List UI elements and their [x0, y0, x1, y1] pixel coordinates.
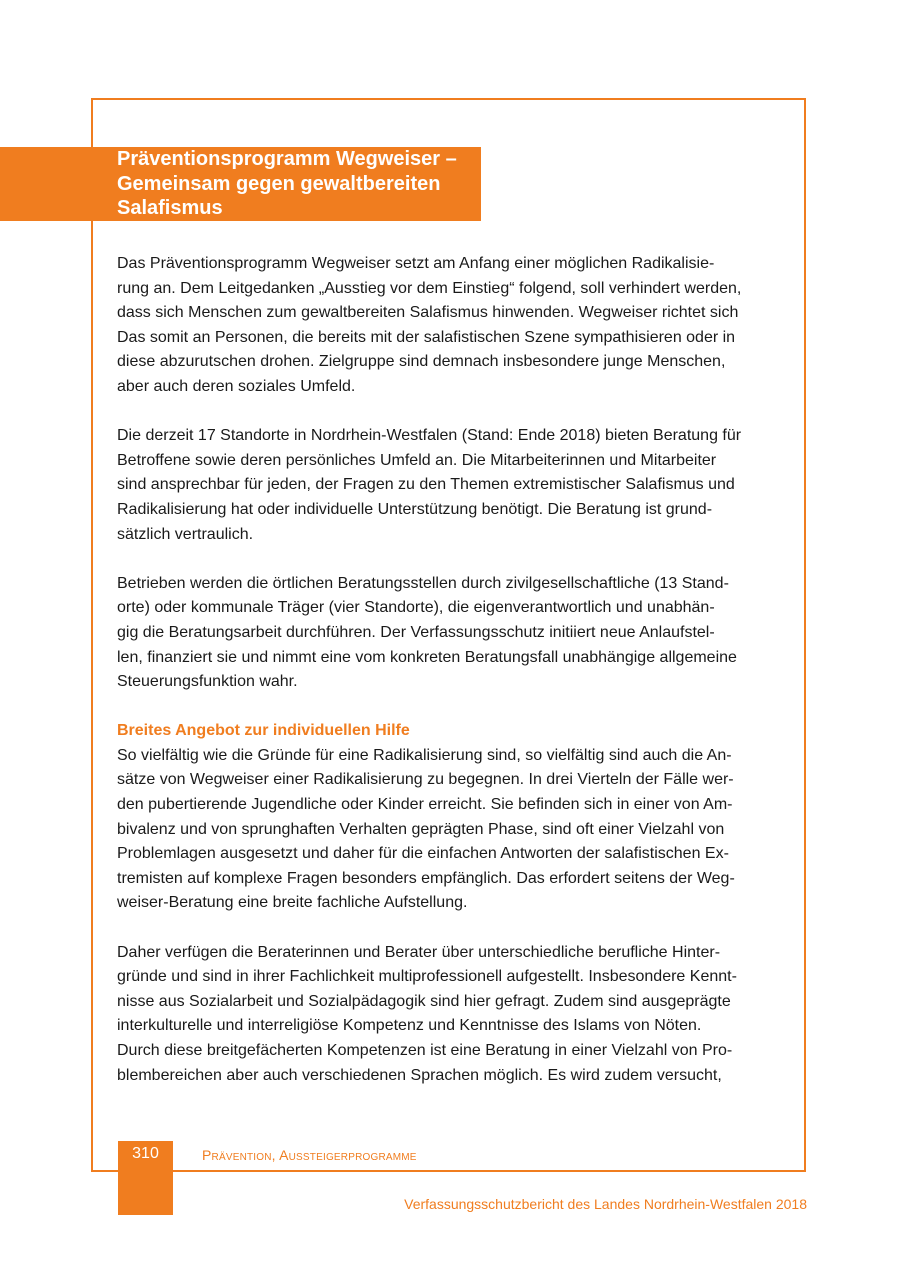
- text-line: Das Präventionsprogramm Wegweiser setzt am Anfang einer möglichen Radikalisie-: [117, 255, 715, 272]
- text-line: gründe und sind in ihrer Fachlichkeit multiprofessionell aufgestellt. Insbesondere Kennt-: [117, 968, 737, 986]
- running-header-section: Prävention, Aussteigerprogramme: [202, 1147, 417, 1163]
- text-line: len, finanziert sie und nimmt eine vom konkreten Beratungsfall unabhängige allgemeine: [117, 648, 737, 666]
- title-line: Präventionsprogramm Wegweiser –: [117, 148, 457, 170]
- text-line: Die derzeit 17 Standorte in Nordrhein-Westfalen (Stand: Ende 2018) bieten Beratung für: [117, 427, 742, 445]
- text-line: gig die Beratungsarbeit durchführen. Der Verfassungsschutz initiiert neue Anlaufstel-: [117, 623, 715, 641]
- text-line: nisse aus Sozialarbeit und Sozialpädagogik sind hier gefragt. Zudem sind ausgeprägte: [117, 992, 731, 1010]
- paragraph-4: [117, 744, 787, 916]
- title-line: Salafismus: [117, 197, 223, 219]
- text-line: sätze von Wegweiser einer Radikalisierung zu begegnen. In drei Vierteln der Fälle wer-: [117, 771, 734, 789]
- text-line: diese abzurutschen drohen. Zielgruppe sind demnach insbesondere junge Menschen,: [117, 353, 726, 371]
- text-line: Daher verfügen die Beraterinnen und Berater über unterschiedliche berufliche Hinter-: [117, 943, 721, 961]
- page-title: [117, 147, 479, 221]
- text-line: So vielfältig wie die Gründe für eine Radikalisierung sind, so vielfältig sind auch die An-: [117, 746, 732, 764]
- text-line: Radikalisierung hat oder individuelle Unterstützung benötigt. Die Beratung ist grund-: [117, 500, 713, 518]
- text-line: sätzlich vertraulich.: [117, 525, 254, 543]
- text-line: dass sich Menschen zum gewaltbereiten Salafismus hinwenden. Wegweiser richtet sich: [117, 304, 739, 322]
- title-line: Gemeinsam gegen gewaltbereiten: [117, 172, 441, 195]
- paragraph-1: [117, 252, 787, 400]
- report-footer: Verfassungsschutzbericht des Landes Nordrhein-Westfalen 2018: [404, 1196, 807, 1212]
- text-line: blembereichen aber auch verschiedenen Sprachen möglich. Es wird zudem versucht,: [117, 1066, 722, 1084]
- section-subheading: Breites Angebot zur individuellen Hilfe: [117, 722, 410, 740]
- text-line: rung an. Dem Leitgedanken „Ausstieg vor dem Einstieg“ folgend, soll verhindert werden,: [117, 279, 742, 297]
- text-line: bivalenz und von sprunghaften Verhalten geprägten Phase, sind oft einer Vielzahl von: [117, 820, 725, 838]
- text-line: orte) oder kommunale Träger (vier Standorte), die eigenverantwortlich und unabhän-: [117, 599, 715, 617]
- paragraph-3: [117, 572, 787, 695]
- text-line: aber auch deren soziales Umfeld.: [117, 377, 356, 395]
- page-number: 310: [132, 1145, 159, 1162]
- text-line: Betroffene sowie deren persönliches Umfeld an. Die Mitarbeiterinnen und Mitarbeiter: [117, 451, 717, 469]
- text-line: Das somit an Personen, die bereits mit der salafistischen Szene sympathisieren oder in: [117, 328, 736, 346]
- paragraph-2: [117, 424, 787, 547]
- article-body: [117, 252, 787, 1088]
- text-line: sind ansprechbar für jeden, der Fragen zu den Themen extremistischer Salafismus und: [117, 476, 735, 494]
- text-line: Durch diese breitgefächerten Kompetenzen ist eine Beratung in einer Vielzahl von Pro-: [117, 1042, 733, 1059]
- text-line: Problemlagen ausgesetzt und daher für die einfachen Antworten der salafistischen Ex-: [117, 845, 729, 863]
- text-line: Steuerungsfunktion wahr.: [117, 673, 298, 691]
- text-line: weiser-Beratung eine breite fachliche Aufstellung.: [117, 894, 468, 912]
- paragraph-5: [117, 941, 787, 1089]
- text-line: den pubertierende Jugendliche oder Kinder erreicht. Sie befinden sich in einer von Am-: [117, 796, 733, 814]
- text-line: interkulturelle und interreligiöse Kompetenz und Kenntnisse des Islams von Nöten.: [117, 1017, 702, 1035]
- text-line: Betrieben werden die örtlichen Beratungsstellen durch zivilgesellschaftliche (13 Stand-: [117, 574, 729, 592]
- text-line: tremisten auf komplexe Fragen besonders empfänglich. Das erfordert seitens der Weg-: [117, 869, 735, 887]
